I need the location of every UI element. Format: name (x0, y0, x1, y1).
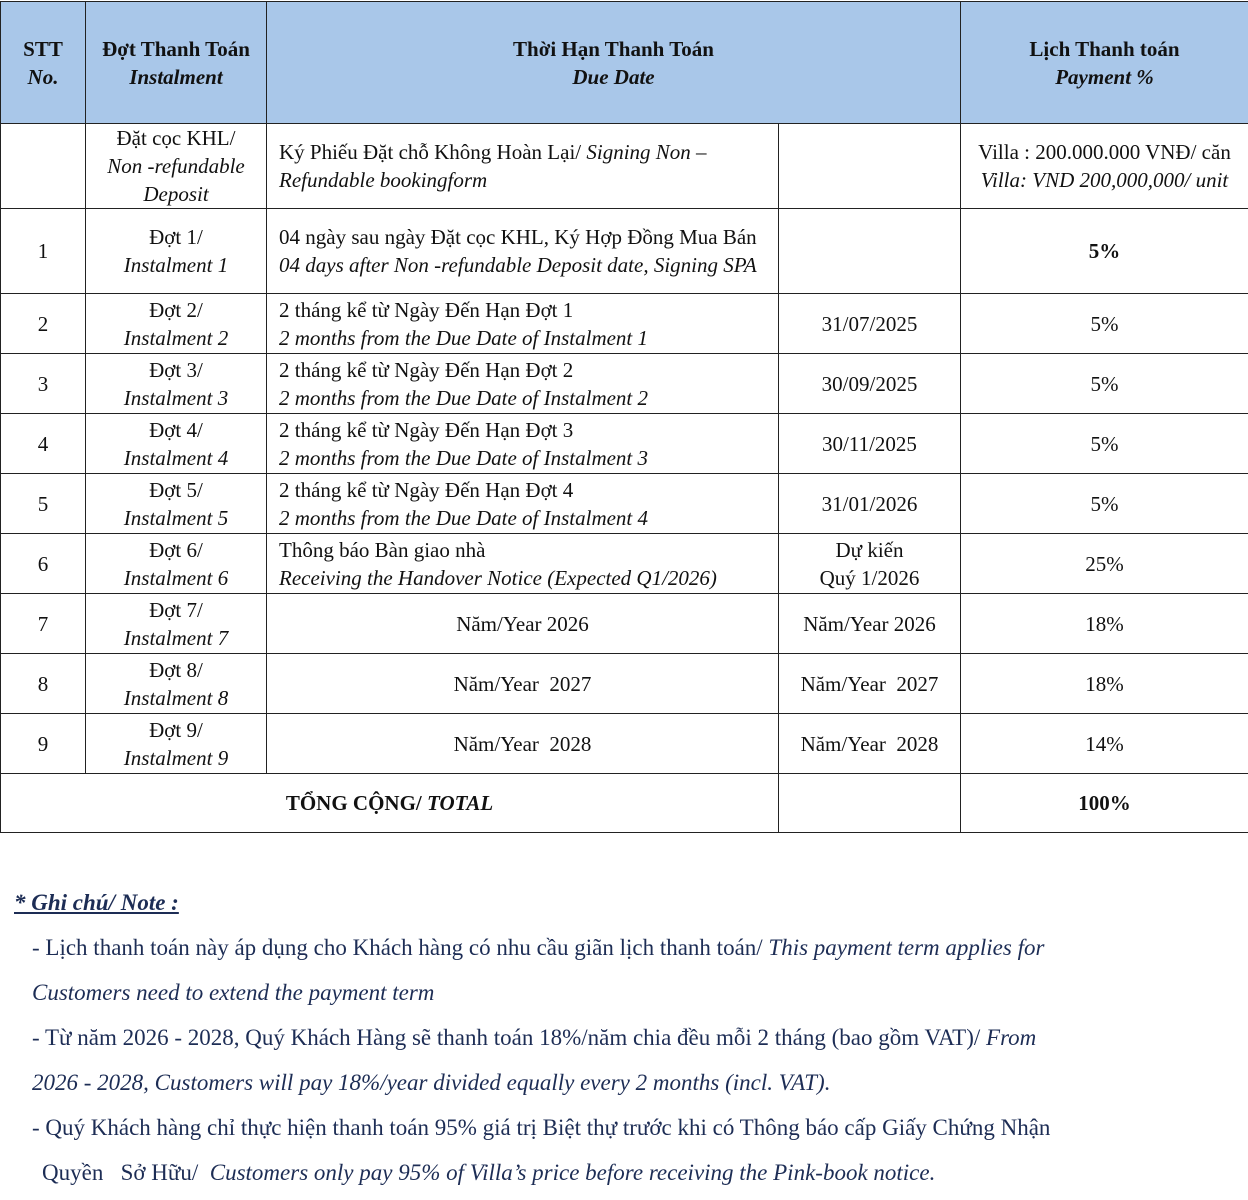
total-payment: 100% (961, 774, 1248, 833)
cell-due-date: Năm/Year 2028 (779, 714, 961, 774)
table-row (1, 654, 1248, 714)
cell-instalment: Đợt 6/ Instalment 6 (86, 534, 267, 594)
cell-instalment: Đợt 3/ Instalment 3 (86, 354, 267, 414)
cell-payment: 5% (961, 294, 1248, 354)
header-payment: Lịch Thanh toán Payment % (961, 2, 1248, 124)
cell-no: 6 (1, 534, 86, 594)
cell-no: 7 (1, 594, 86, 654)
note-line-6: Quyền Sở Hữu/ Customers only pay 95% of Villa’s price before receiving the Pink-book notice. (42, 1160, 936, 1185)
table-row (1, 209, 1248, 294)
table-row-total (1, 774, 1248, 833)
cell-due-desc: 2 tháng kể từ Ngày Đến Hạn Đợt 2 2 months from the Due Date of Instalment 2 (267, 354, 779, 414)
cell-due-date: 31/07/2025 (779, 294, 961, 354)
cell-due-desc: Năm/Year 2028 (267, 714, 779, 774)
cell-due-date (779, 774, 961, 833)
cell-due-date (779, 209, 961, 294)
cell-payment: 14% (961, 714, 1248, 774)
cell-due-date: Năm/Year 2027 (779, 654, 961, 714)
cell-payment: 5% (961, 414, 1248, 474)
cell-due-date: 30/09/2025 (779, 354, 961, 414)
cell-payment: 18% (961, 594, 1248, 654)
cell-instalment: Đặt cọc KHL/ Non -refundable Deposit (86, 124, 267, 209)
table-row (1, 354, 1248, 414)
cell-instalment: Đợt 1/ Instalment 1 (86, 209, 267, 294)
notes-heading: * Ghi chú/ Note : (14, 890, 179, 915)
cell-due-desc: Năm/Year 2026 (267, 594, 779, 654)
cell-payment: 5% (961, 209, 1248, 294)
cell-instalment: Đợt 7/ Instalment 7 (86, 594, 267, 654)
cell-due-date: 31/01/2026 (779, 474, 961, 534)
cell-instalment: Đợt 4/ Instalment 4 (86, 414, 267, 474)
cell-instalment: Đợt 8/ Instalment 8 (86, 654, 267, 714)
cell-due-desc: 2 tháng kể từ Ngày Đến Hạn Đợt 1 2 months from the Due Date of Instalment 1 (267, 294, 779, 354)
note-line-5: - Quý Khách hàng chỉ thực hiện thanh toán 95% giá trị Biệt thự trước khi có Thông báo cấp Giấy Chứng Nhận (32, 1115, 1051, 1140)
cell-payment: 25% (961, 534, 1248, 594)
cell-no: 2 (1, 294, 86, 354)
table-row (1, 414, 1248, 474)
header-instalment: Đợt Thanh Toán Instalment (86, 2, 267, 124)
note-line-3: - Từ năm 2026 - 2028, Quý Khách Hàng sẽ thanh toán 18%/năm chia đều mỗi 2 tháng (bao gồm VAT)/ From (32, 1025, 1037, 1050)
cell-due-desc: 2 tháng kể từ Ngày Đến Hạn Đợt 3 2 months from the Due Date of Instalment 3 (267, 414, 779, 474)
cell-payment: 5% (961, 474, 1248, 534)
cell-no: 1 (1, 209, 86, 294)
table-row (1, 594, 1248, 654)
note-line-2: Customers need to extend the payment term (32, 980, 435, 1005)
cell-due-date (779, 124, 961, 209)
cell-payment: 5% (961, 354, 1248, 414)
cell-due-desc: Năm/Year 2027 (267, 654, 779, 714)
header-due-date: Thời Hạn Thanh Toán Due Date (267, 2, 961, 124)
cell-due-date: 30/11/2025 (779, 414, 961, 474)
total-label: TỔNG CỘNG/ TOTAL (1, 774, 779, 833)
table-row (1, 294, 1248, 354)
cell-payment: 18% (961, 654, 1248, 714)
cell-no: 4 (1, 414, 86, 474)
cell-instalment: Đợt 5/ Instalment 5 (86, 474, 267, 534)
payment-schedule-table (0, 1, 1248, 833)
table-row (1, 534, 1248, 594)
table-header-row (1, 2, 1248, 124)
table-row (1, 474, 1248, 534)
note-line-4: 2026 - 2028, Customers will pay 18%/year divided equally every 2 months (incl. VAT). (32, 1070, 831, 1095)
cell-due-desc: 2 tháng kể từ Ngày Đến Hạn Đợt 4 2 months from the Due Date of Instalment 4 (267, 474, 779, 534)
table-row (1, 714, 1248, 774)
cell-due-desc: Ký Phiếu Đặt chỗ Không Hoàn Lại/ Signing Non – Refundable bookingform (267, 124, 779, 209)
cell-due-desc: 04 ngày sau ngày Đặt cọc KHL, Ký Hợp Đồng Mua Bán 04 days after Non -refundable Deposit date, Signing SPA (267, 209, 779, 294)
cell-no: 3 (1, 354, 86, 414)
cell-no (1, 124, 86, 209)
cell-instalment: Đợt 2/ Instalment 2 (86, 294, 267, 354)
cell-due-date: Dự kiến Quý 1/2026 (779, 534, 961, 594)
cell-no: 8 (1, 654, 86, 714)
cell-due-date: Năm/Year 2026 (779, 594, 961, 654)
cell-instalment: Đợt 9/ Instalment 9 (86, 714, 267, 774)
table-row-deposit (1, 124, 1248, 209)
cell-no: 5 (1, 474, 86, 534)
cell-payment: Villa : 200.000.000 VNĐ/ căn Villa: VND 200,000,000/ unit (961, 124, 1248, 209)
cell-no: 9 (1, 714, 86, 774)
note-line-1: - Lịch thanh toán này áp dụng cho Khách hàng có nhu cầu giãn lịch thanh toán/ This payment term applies for (32, 935, 1045, 960)
cell-due-desc: Thông báo Bàn giao nhà Receiving the Handover Notice (Expected Q1/2026) (267, 534, 779, 594)
header-stt: STT No. (1, 2, 86, 124)
